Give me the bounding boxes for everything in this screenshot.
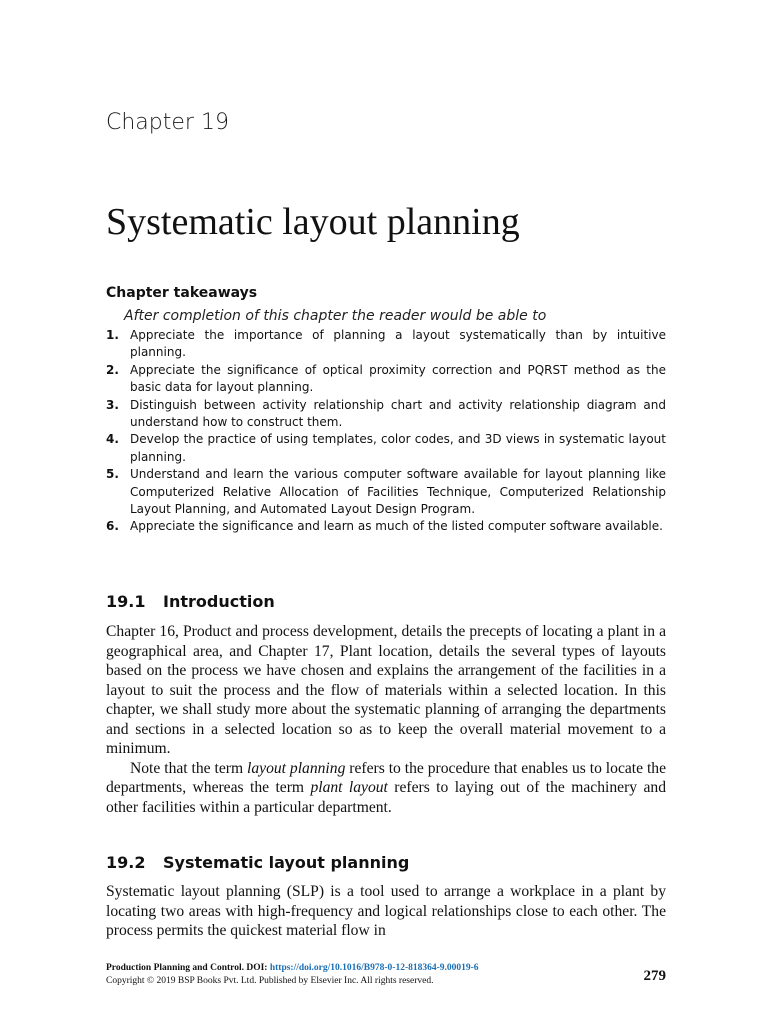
list-item <box>106 397 666 432</box>
text-run: Note that the term <box>130 759 248 777</box>
emphasized-term: layout planning <box>247 759 346 777</box>
page-number: 279 <box>643 968 666 984</box>
takeaways-heading: Chapter takeaways <box>106 285 258 301</box>
introduction-body <box>106 622 666 817</box>
takeaways-list <box>106 327 666 536</box>
list-item <box>106 327 666 362</box>
list-item-text: Develop the practice of using templates, color codes, and 3D views in systematic layout planning. <box>130 432 666 464</box>
chapter-label: Chapter 19 <box>106 110 229 135</box>
list-item-number: 5. <box>106 467 119 482</box>
list-item-text: Appreciate the significance and learn as much of the listed computer software available. <box>130 519 663 534</box>
paragraph: Systematic layout planning (SLP) is a tool used to arrange a workplace in a plant by locating two areas with high-frequency and logical relationships close to each other. The process permits the quickest material flow in <box>106 883 666 939</box>
book-title: Production Planning and Control. DOI: <box>106 963 270 973</box>
text-run: refers to laying out of the machinery and other facilities within a particular department. <box>106 779 666 816</box>
paragraph <box>106 759 666 818</box>
list-item-number: 1. <box>106 328 119 342</box>
doi-link[interactable]: https://doi.org/10.1016/B978-0-12-818364-9.00019-6 <box>269 963 479 973</box>
list-item <box>106 466 666 518</box>
text-run: refers to the procedure that enables us to locate the departments, whereas the term <box>106 759 667 796</box>
copyright-line: Copyright © 2019 BSP Books Pvt. Ltd. Published by Elsevier Inc. All rights reserved. <box>106 976 434 986</box>
list-item-text: Appreciate the significance of optical proximity correction and PQRST method as the basic data for layout planning. <box>130 362 666 395</box>
slp-body <box>106 882 666 941</box>
list-item-text: Understand and learn the various computer software available for layout planning like Computerized Relative Allocation of Facilities Technique, Computerized Relationship Layout Planning, and Automated Layout Design Program. <box>130 467 666 517</box>
list-item-number: 3. <box>106 397 119 412</box>
emphasized-term: plant layout <box>310 779 388 796</box>
takeaways-intro: After completion of this chapter the reader would be able to <box>124 308 547 324</box>
section-heading-introduction <box>106 592 275 611</box>
footer-citation <box>106 962 479 988</box>
list-item <box>106 362 666 397</box>
paragraph: Chapter 16, Product and process development, details the precepts of locating a plant in a geographical area, and Chapter 17, Plant location, details the several types of layouts based on the process we have chosen and explains the arrangement of the facilities in a layout to suit the process and the flow of materials within a selected location. In this chapter, we shall study more about the systematic planning of arranging the departments and sections in a selected location so as to keep the overall material movement to a minimum. <box>106 623 666 757</box>
footer-doi-line <box>106 962 479 975</box>
section-title: Introduction <box>163 592 275 611</box>
chapter-title: Systematic layout planning <box>106 201 520 243</box>
list-item-number: 6. <box>106 519 119 534</box>
list-item-text: Appreciate the importance of planning a layout systematically than by intuitive planning. <box>130 328 666 360</box>
section-title: Systematic layout planning <box>163 853 410 872</box>
list-item <box>106 431 666 466</box>
section-number: 19.2 <box>106 853 146 872</box>
list-item-number: 2. <box>106 362 119 377</box>
section-number: 19.1 <box>106 592 146 611</box>
list-item <box>106 518 666 535</box>
list-item-text: Distinguish between activity relationship chart and activity relationship diagram and understand how to construct them. <box>130 397 666 430</box>
section-heading-slp <box>106 853 409 872</box>
list-item-number: 4. <box>106 432 119 447</box>
